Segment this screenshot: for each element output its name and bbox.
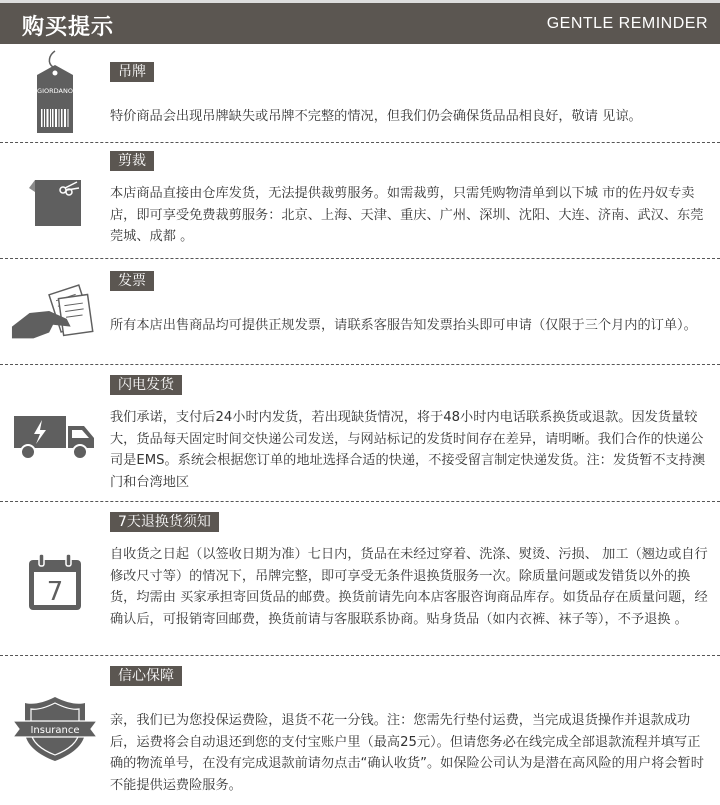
page-header [0, 0, 720, 44]
calendar-icon [10, 546, 100, 618]
calendar-number: 7 [46, 577, 64, 607]
section-fast-shipping [0, 365, 720, 502]
section-text: 本店商品直接由仓库发货，无法提供裁剪服务。如需裁剪，只需凭购物清单到以下城 市的佐丹奴专卖店，即可享受免费裁剪服务：北京、上海、天津、重庆、广州、深圳、沈阳、大连、济南、武汉、东莞莞城、成都 。 [110, 186, 704, 244]
section-label: 闪电发货 [110, 375, 182, 395]
section-label: 剪裁 [110, 151, 154, 171]
section-text: 自收货之日起（以签收日期为准）七日内，货品在未经过穿着、洗涤、熨烫、污损、 加工（翘边或自行修改尺寸等）的情况下，吊牌完整，即可享受无条件退换货服务一次。除质量问题或发错货以外的换货，均需由 买家承担寄回货品的邮费。换货前请先向本店客服咨询商品库存。如货品存在质量问题，经确认后，可报销寄回邮费，换货前请与客服联系协商。贴身货品（如内衣裤、袜子等），不予退换 。 [110, 547, 708, 627]
insurance-badge-icon [10, 692, 100, 764]
section-invoice [0, 259, 720, 365]
section-text: 所有本店出售商品均可提供正规发票，请联系客服告知发票抬头即可申请（仅限于三个月内的订单）。 [110, 318, 697, 333]
badge-text: Insurance [30, 725, 80, 736]
section-label: 信心保障 [110, 666, 182, 686]
page-subtitle: GENTLE REMINDER [546, 15, 708, 32]
section-label: 发票 [110, 271, 154, 291]
section-label: 吊牌 [110, 62, 154, 82]
scissors-icon [10, 173, 100, 233]
page-title: 购买提示 [22, 15, 115, 40]
truck-icon [10, 405, 100, 467]
section-return-policy [0, 502, 720, 656]
section-text: 亲，我们已为您投保运费险，退货不花一分钱。注：您需先行垫付运费，当完成退货操作并退款成功后，运费将会自动退还到您的支付宝账户里（最高25元）。但请您务必在线完成全部退款流程并填写正确的物流单号，在没有完成退款前请勿点击“确认收货”。如保险公司认为是潜在高风险的用户将会暂时不能提供运费险服务。 [110, 713, 704, 793]
section-tag [0, 44, 720, 143]
section-text: 特价商品会出现吊牌缺失或吊牌不完整的情况，但我们仍会确保货品品相良好，敬请 见谅。 [110, 109, 642, 124]
section-cutting [0, 143, 720, 259]
invoice-icon [10, 281, 100, 343]
tag-icon [10, 48, 100, 138]
tag-brand-text: GIORDANO [37, 87, 73, 95]
section-label: 7天退换货须知 [110, 512, 219, 532]
section-guarantee [0, 656, 720, 798]
section-text: 我们承诺，支付后24小时内发货，若出现缺货情况，将于48小时内电话联系换货或退款。因发货量较大，货品每天固定时间交快递公司发送，与网站标记的发货时间存在差异，请明晰。我们合作的快递公司是EMS。系统会根据您订单的地址选择合适的快递，不接受留言制定快递发货。注：发货暂不支持澳门和台湾地区 [110, 410, 706, 490]
